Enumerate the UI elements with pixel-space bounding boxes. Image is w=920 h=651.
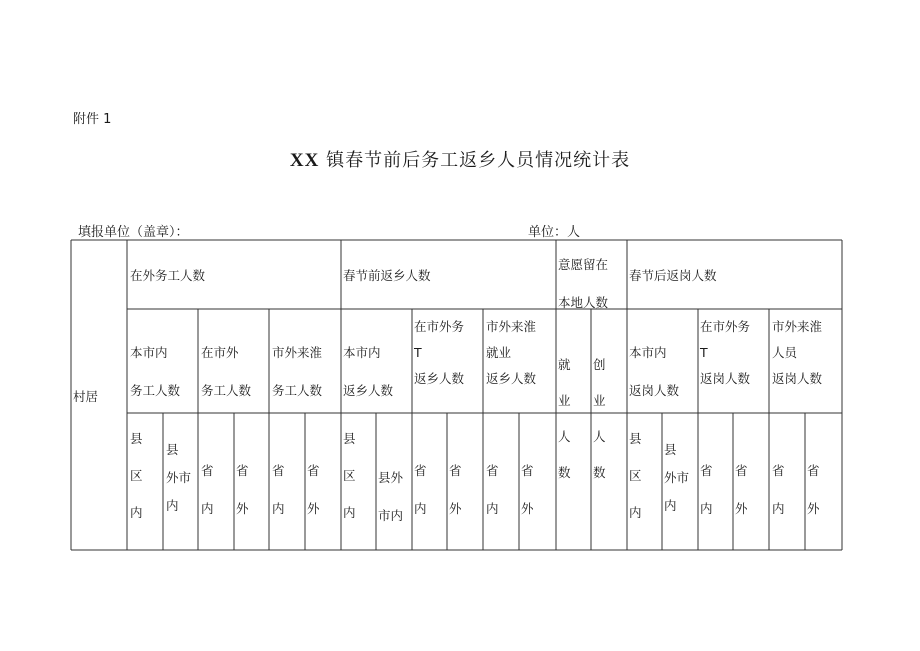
leaf-county-out: 县 外市 内 xyxy=(166,442,192,513)
sub-after-in: 市外来淮 人员 返岗人数 xyxy=(772,319,823,386)
attachment-label: 附件 1 xyxy=(73,112,112,127)
leaf-prov-in: 省 内 xyxy=(272,463,285,516)
leaf-prov-in: 省 内 xyxy=(486,463,499,516)
sub-stay-job: 就 业 人 数 xyxy=(558,357,571,480)
sub-after-out: 在市外务 T 返岗人数 xyxy=(700,319,751,386)
leaf-prov-in: 省 内 xyxy=(772,463,785,516)
leaf-prov-in: 省 内 xyxy=(414,463,427,516)
leaf-prov-in: 省 内 xyxy=(201,463,214,516)
leaf-county-out-merged: 县外 市内 xyxy=(378,470,404,523)
group-after: 春节后返岗人数 xyxy=(629,268,717,283)
group-before: 春节前返乡人数 xyxy=(343,268,431,283)
leaf-prov-out: 省 外 xyxy=(449,463,462,516)
leaf-county: 县 区 内 xyxy=(130,431,143,520)
unit-label: 单位：人 xyxy=(528,225,581,240)
leaf-prov-out: 省 外 xyxy=(307,463,320,516)
sub-after-local: 本市内 返岗人数 xyxy=(629,345,680,398)
leaf-prov-out: 省 外 xyxy=(521,463,534,516)
leaf-prov-out: 省 外 xyxy=(735,463,748,516)
group-outside: 在外务工人数 xyxy=(130,268,206,283)
sub-before-out: 在市外务 T 返乡人数 xyxy=(414,319,465,386)
title-prefix: XX xyxy=(289,150,320,171)
leaf-county-out: 县 外市 内 xyxy=(664,442,690,513)
sub-outside-in: 市外来淮 务工人数 xyxy=(272,345,323,398)
leaf-county: 县 区 内 xyxy=(343,431,356,520)
leaf-prov-out: 省 外 xyxy=(236,463,249,516)
title-text: 镇春节前后务工返乡人员情况统计表 xyxy=(326,150,631,171)
leaf-prov-in: 省 内 xyxy=(700,463,713,516)
sub-before-local: 本市内 返乡人数 xyxy=(343,345,394,398)
sub-outside-out: 在市外 务工人数 xyxy=(201,345,252,398)
fill-unit-label: 填报单位（盖章）： xyxy=(78,225,189,240)
leaf-prov-out: 省 外 xyxy=(807,463,820,516)
leaf-county: 县 区 内 xyxy=(629,431,642,520)
sub-before-in: 市外来淮 就业 返乡人数 xyxy=(486,319,537,386)
sub-outside-local: 本市内 务工人数 xyxy=(130,345,181,398)
group-stay: 意愿留在 本地人数 xyxy=(558,257,609,310)
sub-stay-start: 创 业 人 数 xyxy=(593,357,606,480)
village-header: 村居 xyxy=(73,389,99,404)
